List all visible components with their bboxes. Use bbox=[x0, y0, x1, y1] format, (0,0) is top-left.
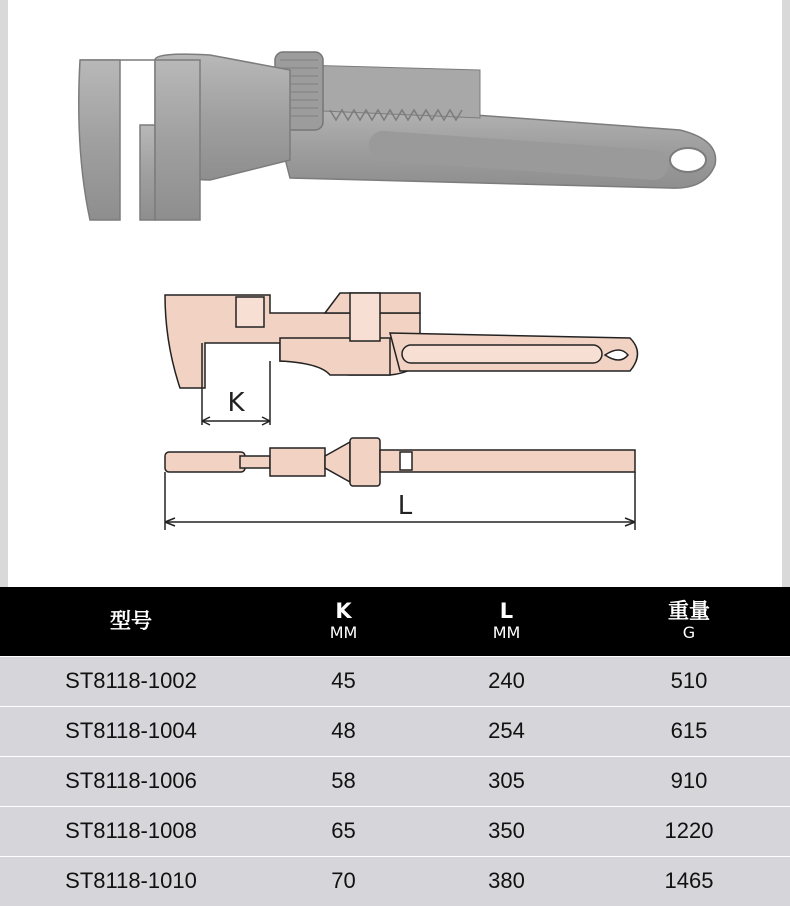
cell-weight: 910 bbox=[588, 756, 790, 806]
header-l-label: L bbox=[499, 599, 514, 624]
table-row bbox=[0, 856, 790, 906]
header-model-label: 型号 bbox=[110, 609, 152, 634]
header-model bbox=[0, 587, 262, 656]
k-dimension-label: K bbox=[227, 388, 245, 418]
wrench-drawing-front bbox=[150, 283, 650, 433]
table-row bbox=[0, 756, 790, 806]
cell-k: 58 bbox=[262, 756, 425, 806]
header-weight-unit: G bbox=[682, 623, 696, 643]
cell-weight: 510 bbox=[588, 656, 790, 706]
cell-model: ST8118-1010 bbox=[0, 856, 262, 906]
spec-table bbox=[0, 587, 790, 906]
table-row bbox=[0, 806, 790, 856]
cell-weight: 1465 bbox=[588, 856, 790, 906]
cell-model: ST8118-1006 bbox=[0, 756, 262, 806]
cell-l: 240 bbox=[425, 656, 588, 706]
table-row bbox=[0, 656, 790, 706]
header-weight-label: 重量 bbox=[668, 599, 710, 624]
table-row bbox=[0, 706, 790, 756]
cell-k: 65 bbox=[262, 806, 425, 856]
cell-l: 305 bbox=[425, 756, 588, 806]
left-border bbox=[0, 0, 8, 587]
wrench-drawing-side bbox=[150, 430, 650, 540]
right-border bbox=[782, 0, 790, 587]
header-k-label: K bbox=[335, 599, 352, 624]
cell-k: 48 bbox=[262, 706, 425, 756]
cell-model: ST8118-1008 bbox=[0, 806, 262, 856]
cell-weight: 1220 bbox=[588, 806, 790, 856]
header-l bbox=[425, 587, 588, 656]
header-l-unit: MM bbox=[492, 623, 521, 643]
cell-model: ST8118-1004 bbox=[0, 706, 262, 756]
table-header-row bbox=[0, 587, 790, 656]
cell-l: 350 bbox=[425, 806, 588, 856]
cell-l: 380 bbox=[425, 856, 588, 906]
cell-l: 254 bbox=[425, 706, 588, 756]
header-weight bbox=[588, 587, 790, 656]
header-k-unit: MM bbox=[329, 623, 358, 643]
cell-model: ST8118-1002 bbox=[0, 656, 262, 706]
cell-k: 70 bbox=[262, 856, 425, 906]
cell-weight: 615 bbox=[588, 706, 790, 756]
l-dimension-label: L bbox=[397, 491, 413, 521]
header-k bbox=[262, 587, 425, 656]
cell-k: 45 bbox=[262, 656, 425, 706]
wrench-photo bbox=[60, 30, 730, 240]
